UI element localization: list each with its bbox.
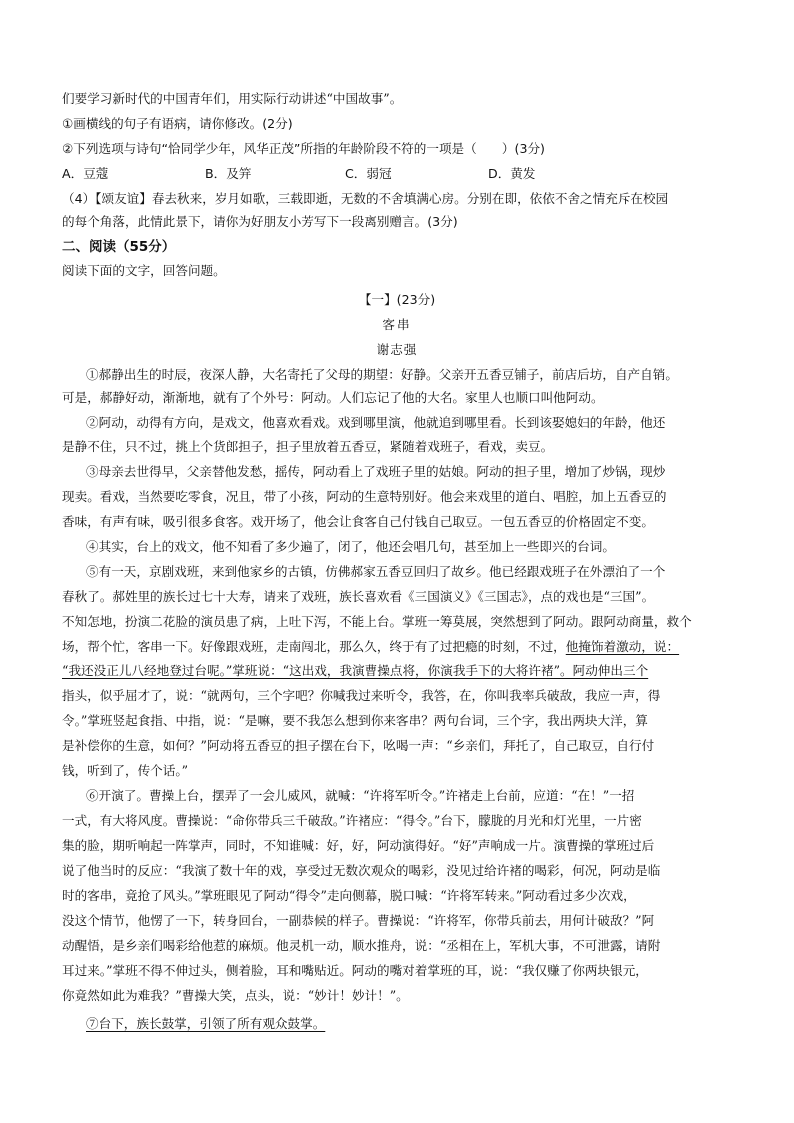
paragraph-line: 不知怎地，扮演二花脸的演员患了病，上吐下泻，不能上台。掌班一筹莫展，突然想到了阿动。跟阿动商量，救个 — [62, 614, 692, 629]
paragraph-line: 香味，有声有味，吸引很多食客。戏开场了，他会让食客自己付钱自己取豆。一包五香豆的价格固定不变。 — [62, 514, 654, 529]
option-c: C．弱冠 — [345, 166, 392, 181]
paragraph-line: 是静不住，只不过，挑上个货郎担子，担子里放着五香豆，紧随着戏班子，看戏，卖豆。 — [62, 439, 554, 454]
option-b: B．及笄 — [205, 166, 252, 181]
question-1: ①画横线的句子有语病，请你修改。(2分) — [62, 116, 293, 131]
paragraph-line: “我还没正儿八经地登过台呢。”掌班说：“这出戏，我演曹操点将，你演我手下的大将许褚”。阿动伸出三个 — [62, 663, 649, 678]
question-4-line-2: 的每个角落，此情此景下，请你为好朋友小芳写下一段离别赠言。(3分) — [62, 214, 458, 229]
passage-author: 谢志强 — [376, 342, 418, 357]
question-4-line-1: （4）【颂友谊】春去秋来，岁月如歌，三载即逝，无数的不舍填满心房。分别在即，依依不舍之情充斥在校园 — [62, 191, 669, 206]
paragraph-line: ⑤有一天，京剧戏班，来到他家乡的古镇，仿佛郝家五香豆回归了故乡。他已经跟戏班子在外漂泊了一个 — [86, 564, 666, 579]
paragraph-line: ⑥开演了。曹操上台，摆弄了一会儿威风，就喊：“许将军听令。”许褚走上台前，应道：“在！”一招 — [86, 788, 635, 803]
passage-title: 客串 — [382, 317, 412, 332]
paragraph-line: 可是，郝静好动，渐渐地，就有了个外号：阿动。人们忘记了他的大名。家里人也顺口叫他阿动。 — [62, 390, 604, 405]
continued-line: 们要学习新时代的中国青年们，用实际行动讲述“中国故事”。 — [62, 91, 403, 106]
paragraph-line: ④其实，台上的戏文，他不知看了多少遍了，闭了，他还会唱几句，甚至加上一些即兴的台词。 — [86, 539, 615, 554]
paragraph-line: ③母亲去世得早，父亲替他发愁，摇传，阿动看上了戏班子里的姑娘。阿动的担子里，增加了炒锅，现炒 — [86, 464, 666, 479]
option-a: A．豆蔻 — [62, 166, 109, 181]
paragraph-line: 耳过来。”掌班不得不伸过头，侧着脸，耳和嘴贴近。阿动的嘴对着掌班的耳，说：“我仅赚了你两块银元， — [62, 963, 648, 978]
paragraph-line: 是补偿你的生意，如何？”阿动将五香豆的担子摆在台下，吆喝一声：“乡亲们，拜托了，自己取豆，自行付 — [62, 738, 655, 753]
paragraph-text: 场，帮个忙，客串一下。好像跟戏班，走南闯北，那么久，终于有了过把瘾的时刻，不过， — [62, 639, 566, 654]
question-2: ②下列选项与诗句“恰同学少年，风华正茂”所指的年龄阶段不符的一项是（ ）(3分) — [62, 141, 545, 156]
passage-part-label: 【一】(23分) — [358, 292, 436, 307]
underlined-sentence: 他掩饰着激动，说： — [565, 639, 680, 654]
paragraph-line: 动醒悟，是乡亲们喝彩给他惹的麻烦。他灵机一动，顺水推舟，说：“丞相在上，军机大事，不可泄露，请附 — [62, 938, 661, 953]
paragraph-line: 你竟然如此为难我？”曹操大笑，点头，说：“妙计！妙计！”。 — [62, 988, 409, 1003]
paragraph-line: ⑦台下，族长鼓掌，引领了所有观众鼓掌。 — [86, 1016, 326, 1031]
paragraph-line — [62, 638, 679, 656]
paragraph-line: 春秋了。郝姓里的族长过七十大寿，请来了戏班，族长喜欢看《三国演义》《三国志》，点的戏也是“三国”。 — [62, 589, 655, 604]
paragraph-line: ②阿动，动得有方向，是戏文，他喜欢看戏。戏到哪里演，他就追到哪里看。长到该娶媳妇的年龄，他还 — [86, 415, 666, 430]
paragraph-line: ①郝静出生的时辰，夜深人静，大名寄托了父母的期望：好静。父亲开五香豆铺子，前店后坊，自产自销。 — [86, 367, 678, 382]
paragraph-line: 指头，似乎屈才了，说：“就两句，三个字吧？你喊我过来听令，我答，在，你叫我率兵破敌，我应一声，得 — [62, 688, 661, 703]
paragraph-line: 现卖。看戏，当然要吃零食，况且，带了小孩，阿动的生意特别好。他会来戏里的道白、唱腔，加上五香豆的 — [62, 489, 667, 504]
section-title: 二、阅读（55分） — [62, 239, 176, 255]
paragraph-line: 没这个情节，他愣了一下，转身回台，一副恭候的样子。曹操说：“许将军，你带兵前去，用何计破敌？”阿 — [62, 913, 655, 928]
paragraph-line: 说了他当时的反应：“我演了数十年的戏，享受过无数次观众的喝彩，没见过给许褚的喝彩，何况，阿动是临 — [62, 863, 661, 878]
paragraph-line: 令。”掌班竖起食指、中指，说：“是嘛，要不我怎么想到你来客串？两句台词，三个字，我出两块大洋，算 — [62, 713, 648, 728]
paragraph-line: 一式，有大将风度。曹操说：“命你带兵三千破敌。”许褚应：“得令。”台下，朦胧的月光和灯光里，一片密 — [62, 813, 642, 828]
option-d: D．黄发 — [488, 166, 536, 181]
section-instruction: 阅读下面的文字，回答问题。 — [62, 263, 226, 278]
paragraph-line: 钱，听到了，传个话。” — [62, 763, 189, 778]
paragraph-line: 时的客串，竟抢了风头。”掌班眼见了阿动“得令”走向侧幕，脱口喊：“许将军转来。”阿动看过多少次戏， — [62, 888, 636, 903]
paragraph-line: 集的脸，期听响起一阵掌声，同时，不知谁喊：好，好，阿动演得好。“好”声响成一片。演曹操的掌班过后 — [62, 838, 655, 853]
